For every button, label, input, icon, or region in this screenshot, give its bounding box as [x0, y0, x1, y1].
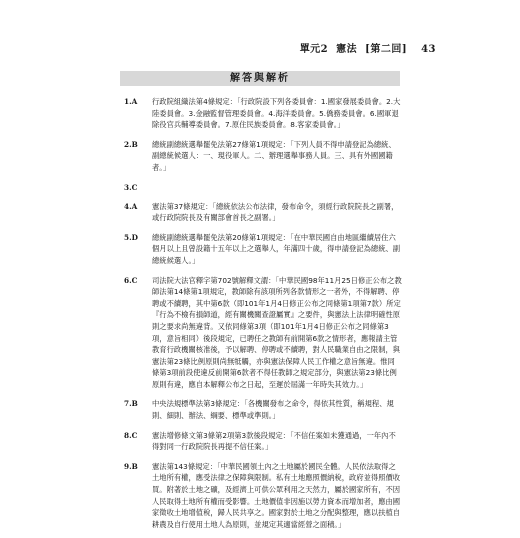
answer-list	[124, 96, 402, 538]
answer-item	[124, 398, 402, 421]
answer-explanation: 憲法增修條文第3條第2項第3款後段規定：「不信任案如未獲通過，一年內不得對同一行政院院長再提不信任案。」	[152, 430, 396, 452]
answer-item	[124, 275, 402, 391]
section-title-banner: 解答與解析	[120, 71, 400, 86]
answer-item	[124, 232, 402, 267]
answer-explanation: 總統副總統選舉罷免法第27條第1項規定：「下列人員不得申請登記為總統、副總統候選人：一、現役軍人。二、辦理選舉事務人員。三、具有外國國籍者。」	[152, 139, 396, 172]
answer-number: 1.A	[124, 97, 138, 106]
chapter-label: 單元2	[299, 44, 329, 55]
answer-item	[124, 430, 402, 453]
answer-number: 7.B	[124, 399, 138, 409]
answer-number: 9.B	[124, 461, 138, 471]
answer-item	[124, 201, 402, 224]
answer-number: 5.D	[124, 232, 138, 242]
page-number: 43	[421, 44, 436, 55]
answer-explanation: 憲法第143條規定：「中華民國領土內之土地屬於國民全體。人民依法取得之土地所有權，應受法律之保障與限制。私有土地應照價納稅，政府並得照價收買。附著於土地之礦，及經濟上可供公眾利用之天然力，屬於國家所有，不因人民取得土地所有權而受影響。土地價值非因施以勞力資本而增加者，應由國家徵收土地增值稅，歸人民共享之。國家對於土地之分配與整理，應以扶植自耕農及自行使用土地人為原則，並規定其適當經營之面積。」	[152, 461, 401, 529]
answer-item	[124, 182, 402, 193]
part-label: [第二回]	[365, 44, 408, 55]
answer-item	[124, 139, 402, 174]
subject-label: 憲法	[336, 44, 358, 55]
running-header	[296, 40, 436, 55]
answer-number: 8.C	[124, 430, 138, 440]
answer-explanation: 行政院組織法第4條規定：「行政院設下列各委員會：1.國家發展委員會。2.大陸委員會。3.金融監督管理委員會。4.海洋委員會。5.僑務委員會。6.國軍退除役官兵輔導委員會。7.原住民族委員會。8.客家委員會。」	[152, 97, 401, 130]
answer-number: 6.C	[124, 275, 138, 285]
answer-number: 3.C	[124, 182, 138, 192]
answer-explanation: 總統副總統選舉罷免法第20條第1項規定：「在中華民國自由地區繼續居住六個月以上且曾設籍十五年以上之選舉人，年滿四十歲，得申請登記為總統、副總統候選人。」	[152, 232, 401, 265]
answer-explanation: 憲法第37條規定：「總統依法公布法律，發布命令，須經行政院院長之副署，或行政院院長及有關部會首長之副署。」	[152, 201, 399, 223]
answer-explanation: 中央法規標準法第3條規定：「各機關發布之命令，得依其性質，稱規程、規則、細則、辦法、綱要、標準或準則。」	[152, 399, 394, 421]
answer-item	[124, 461, 402, 531]
answer-explanation: 司法院大法官釋字第702號解釋文謂：「中華民國98年11月25日修正公布之教師法第14條第1項規定，教師除有該項所列各款情形之一者外，不得解聘、停聘或不續聘，其中第6款（即101年1月4日修正公布之同條第1項第7款）所定『行為不檢有損師道，經有關機關查證屬實』之要件，與憲法上法律明確性原則之要求尚無違背。又依同條第3項（即101年1月4日修正公布之同條第3項，意旨相同）後段規定，已聘任之教師有前開第6款之情形者，應報請主管教育行政機關核准後，予以解聘、停聘或不續聘，對人民職業自由之限制，與憲法第23條比例原則尚無牴觸，亦與憲法保障人民工作權之意旨無違。惟同條第3項前段使違反前開第6款者不得任教師之規定部分，與憲法第23條比例原則有違，應自本解釋公布之日起，至遲於屆滿一年時失其效力。」	[152, 275, 402, 389]
answer-item	[124, 96, 402, 131]
answer-number: 4.A	[124, 201, 138, 211]
answer-number: 2.B	[124, 139, 138, 149]
